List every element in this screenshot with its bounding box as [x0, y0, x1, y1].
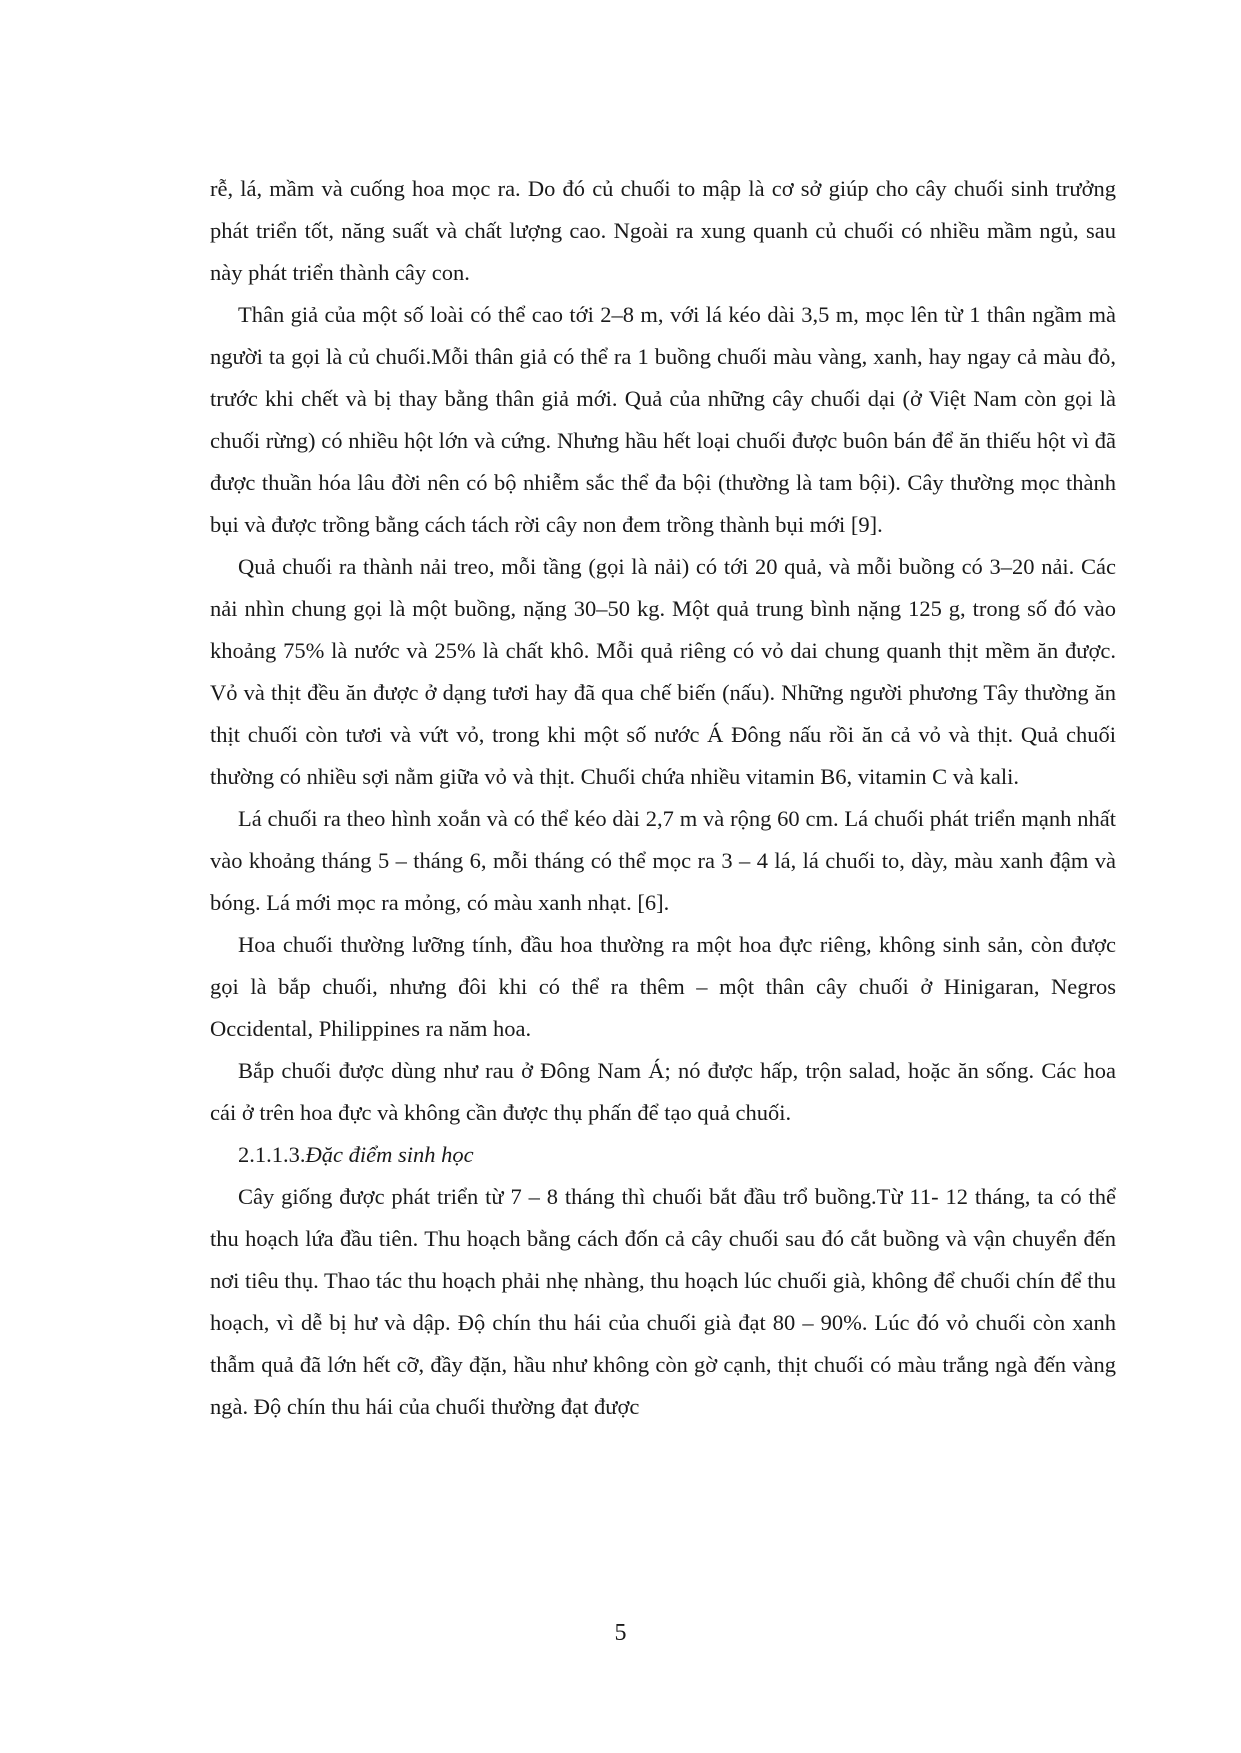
paragraph-flower: Hoa chuối thường lưỡng tính, đầu hoa thường ra một hoa đực riêng, không sinh sản, còn được gọi là bắp chuối, nhưng đôi khi có thể ra thêm – một thân cây chuối ở Hinigaran, Negros Occidental, Philippines ra năm hoa. [210, 932, 1116, 1041]
page-body [210, 168, 1116, 1428]
section-number: 2.1.1.3. [238, 1142, 306, 1167]
paragraph-biological-traits: Cây giống được phát triển từ 7 – 8 tháng thì chuối bắt đầu trổ buồng.Từ 11- 12 tháng, ta có thể thu hoạch lứa đầu tiên. Thu hoạch bằng cách đốn cả cây chuối sau đó cắt buồng và vận chuyển đến nơi tiêu thụ. Thao tác thu hoạch phải nhẹ nhàng, thu hoạch lúc chuối già, không để chuối chín để thu hoạch, vì dễ bị hư và dập. Độ chín thu hái của chuối già đạt 80 – 90%. Lúc đó vỏ chuối còn xanh thẫm quả đã lớn hết cỡ, đầy đặn, hầu như không còn gờ cạnh, thịt chuối có màu trắng ngà đến vàng ngà. Độ chín thu hái của chuối thường đạt được [210, 1184, 1116, 1419]
section-heading [210, 1134, 1116, 1176]
paragraph-root-description: rễ, lá, mầm và cuống hoa mọc ra. Do đó củ chuối to mập là cơ sở giúp cho cây chuối sinh trưởng phát triển tốt, năng suất và chất lượng cao. Ngoài ra xung quanh củ chuối có nhiều mầm ngủ, sau này phát triển thành cây con. [210, 176, 1116, 285]
page-number: 5 [614, 1620, 627, 1646]
section-title: Đặc điểm sinh học [305, 1142, 474, 1167]
paragraph-leaf: Lá chuối ra theo hình xoắn và có thể kéo dài 2,7 m và rộng 60 cm. Lá chuối phát triển mạnh nhất vào khoảng tháng 5 – tháng 6, mỗi tháng có thể mọc ra 3 – 4 lá, lá chuối to, dày, màu xanh đậm và bóng. Lá mới mọc ra mỏng, có màu xanh nhạt. [6]. [210, 806, 1116, 915]
paragraph-fruit: Quả chuối ra thành nải treo, mỗi tầng (gọi là nải) có tới 20 quả, và mỗi buồng có 3–20 nải. Các nải nhìn chung gọi là một buồng, nặng 30–50 kg. Một quả trung bình nặng 125 g, trong số đó vào khoảng 75% là nước và 25% là chất khô. Mỗi quả riêng có vỏ dai chung quanh thịt mềm ăn được. Vỏ và thịt đều ăn được ở dạng tươi hay đã qua chế biến (nấu). Những người phương Tây thường ăn thịt chuối còn tươi và vứt vỏ, trong khi một số nước Á Đông nấu rồi ăn cả vỏ và thịt. Quả chuối thường có nhiều sợi nằm giữa vỏ và thịt. Chuối chứa nhiều vitamin B6, vitamin C và kali. [210, 554, 1116, 789]
paragraph-pseudostem: Thân giả của một số loài có thể cao tới 2–8 m, với lá kéo dài 3,5 m, mọc lên từ 1 thân ngầm mà người ta gọi là củ chuối.Mỗi thân giả có thể ra 1 buồng chuối màu vàng, xanh, hay ngay cả màu đỏ, trước khi chết và bị thay bằng thân giả mới. Quả của những cây chuối dại (ở Việt Nam còn gọi là chuối rừng) có nhiều hột lớn và cứng. Nhưng hầu hết loại chuối được buôn bán để ăn thiếu hột vì đã được thuần hóa lâu đời nên có bộ nhiễm sắc thể đa bội (thường là tam bội). Cây thường mọc thành bụi và được trồng bằng cách tách rời cây non đem trồng thành bụi mới [9]. [210, 302, 1116, 537]
paragraph-banana-blossom: Bắp chuối được dùng như rau ở Đông Nam Á; nó được hấp, trộn salad, hoặc ăn sống. Các hoa cái ở trên hoa đực và không cần được thụ phấn để tạo quả chuối. [210, 1058, 1116, 1125]
